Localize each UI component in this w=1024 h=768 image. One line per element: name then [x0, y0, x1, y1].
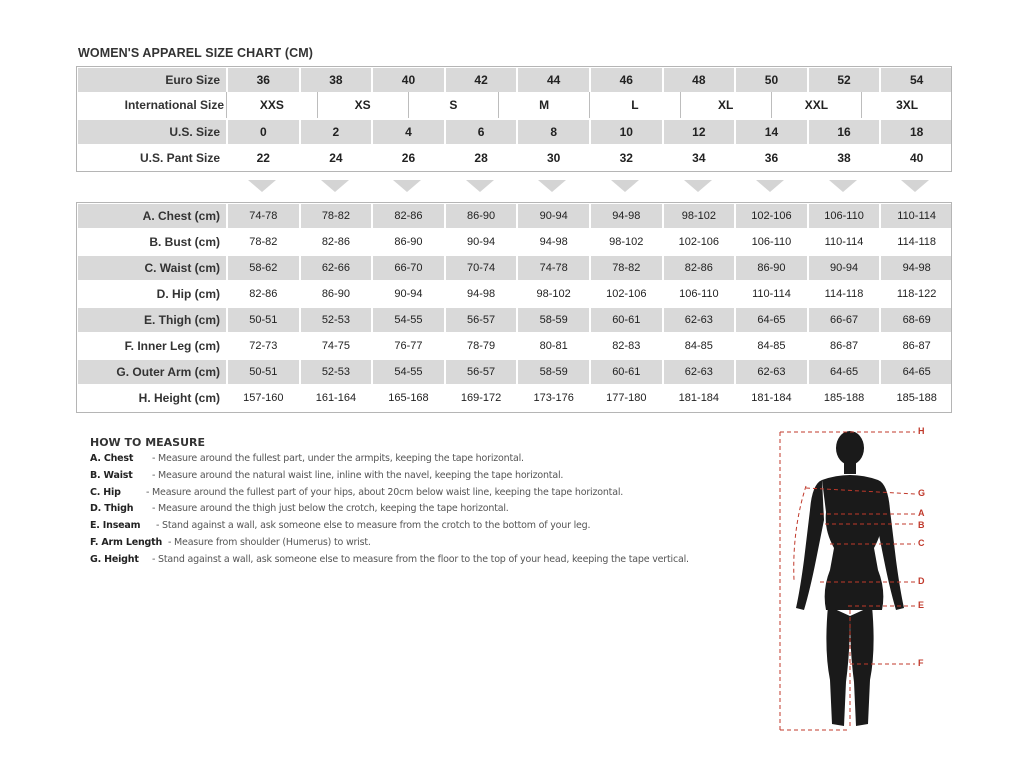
- table-cell: 106-110: [663, 281, 736, 307]
- table-row: [77, 203, 953, 229]
- table-cell: 90-94: [372, 281, 445, 307]
- table-cell: 40: [372, 67, 445, 93]
- table-row: [77, 359, 953, 385]
- how-to-term: E. Inseam: [90, 520, 141, 532]
- down-arrow-icon: [466, 180, 494, 192]
- table-cell: 177-180: [590, 385, 663, 411]
- table-cell: 28: [445, 145, 518, 171]
- table-cell: 80-81: [517, 333, 590, 359]
- how-to-description: - Measure around the thigh just below the crotch, keeping the tape horizontal.: [152, 503, 509, 515]
- table-cell: 4: [372, 119, 445, 145]
- table-cell: 82-86: [227, 281, 300, 307]
- how-to-item: [90, 554, 770, 571]
- table-cell: 36: [227, 67, 300, 93]
- table-row: [77, 229, 953, 255]
- table-cell: 82-86: [300, 229, 373, 255]
- row-label: H. Height (cm): [77, 385, 227, 411]
- how-to-term: F. Arm Length: [90, 536, 163, 548]
- row-label: D. Hip (cm): [77, 281, 227, 307]
- table-cell: 64-65: [735, 307, 808, 333]
- table-cell: 36: [735, 145, 808, 171]
- how-to-term: B. Waist: [90, 469, 133, 481]
- table-cell: 86-87: [808, 333, 881, 359]
- table-row: [77, 145, 953, 171]
- table-cell: 173-176: [517, 385, 590, 411]
- down-arrow-icon: [684, 180, 712, 192]
- table-cell: 106-110: [808, 203, 881, 229]
- table-cell: 161-164: [300, 385, 373, 411]
- row-label: E. Thigh (cm): [77, 307, 227, 333]
- table-cell: 86-90: [735, 255, 808, 281]
- down-arrow-icon: [829, 180, 857, 192]
- table-cell: 78-79: [445, 333, 518, 359]
- table-cell: 16: [808, 119, 881, 145]
- table-cell: 94-98: [517, 229, 590, 255]
- table-cell: 110-114: [880, 203, 953, 229]
- table-cell: 169-172: [445, 385, 518, 411]
- row-label: U.S. Size: [77, 119, 227, 145]
- how-to-item: [90, 503, 770, 520]
- table-cell: 114-118: [880, 229, 953, 255]
- international-size-cell: XXL: [771, 92, 862, 118]
- table-cell: 118-122: [880, 281, 953, 307]
- table-cell: 0: [227, 119, 300, 145]
- table-cell: 86-90: [300, 281, 373, 307]
- label-c: C: [918, 538, 925, 548]
- table-cell: 94-98: [445, 281, 518, 307]
- how-to-term: A. Chest: [90, 453, 134, 464]
- chart-title: WOMEN'S APPAREL SIZE CHART (CM): [78, 46, 314, 60]
- table-cell: 74-78: [227, 203, 300, 229]
- table-cell: 32: [590, 145, 663, 171]
- table-cell: 12: [663, 119, 736, 145]
- table-cell: 76-77: [372, 333, 445, 359]
- table-cell: 58-59: [517, 359, 590, 385]
- down-arrow-icon: [901, 180, 929, 192]
- table-cell: 114-118: [808, 281, 881, 307]
- how-to-item: [90, 520, 770, 537]
- table-row: [77, 385, 953, 411]
- table-cell: 66-70: [372, 255, 445, 281]
- table-cell: 102-106: [735, 203, 808, 229]
- table-row: [77, 281, 953, 307]
- international-size-cell: M: [498, 92, 589, 118]
- table-cell: 110-114: [735, 281, 808, 307]
- table-cell: 82-86: [663, 255, 736, 281]
- table-cell: 60-61: [590, 307, 663, 333]
- label-b: B: [918, 520, 925, 530]
- table-cell: 38: [808, 145, 881, 171]
- how-to-description: - Stand against a wall, ask someone else to measure from the crotch to the bottom of your leg.: [156, 520, 591, 532]
- table-cell: 58-62: [227, 255, 300, 281]
- silhouette-graphic: [770, 420, 970, 740]
- table-row: [77, 119, 953, 145]
- table-cell: 42: [445, 67, 518, 93]
- table-cell: 50-51: [227, 359, 300, 385]
- how-to-item: [90, 470, 770, 487]
- how-to-description: - Measure around the natural waist line, inline with the navel, keeping the tape horizontal.: [152, 469, 564, 481]
- table-cell: 98-102: [590, 229, 663, 255]
- table-cell: 102-106: [590, 281, 663, 307]
- table-cell: 56-57: [445, 307, 518, 333]
- table-cell: 78-82: [590, 255, 663, 281]
- table-row: [77, 67, 953, 93]
- table-cell: 72-73: [227, 333, 300, 359]
- table-cell: 58-59: [517, 307, 590, 333]
- table-cell: 102-106: [663, 229, 736, 255]
- international-size-cell: 3XL: [861, 92, 952, 118]
- table-cell: 30: [517, 145, 590, 171]
- table-cell: 64-65: [808, 359, 881, 385]
- table-cell: 46: [590, 67, 663, 93]
- table-cell: 86-87: [880, 333, 953, 359]
- international-size-cell: S: [408, 92, 499, 118]
- label-e: E: [918, 600, 925, 610]
- table-cell: 44: [517, 67, 590, 93]
- table-cell: 2: [300, 119, 373, 145]
- how-to-title: HOW TO MEASURE: [90, 436, 206, 449]
- table-cell: 48: [663, 67, 736, 93]
- table-cell: 165-168: [372, 385, 445, 411]
- how-to-item: [90, 453, 770, 470]
- table-cell: 54: [880, 67, 953, 93]
- table-cell: 62-63: [735, 359, 808, 385]
- international-size-cell: XXS: [226, 92, 317, 118]
- table-cell: 98-102: [663, 203, 736, 229]
- table-cell: 157-160: [227, 385, 300, 411]
- how-to-description: - Measure around the fullest part, under the armpits, keeping the tape horizontal.: [152, 453, 524, 464]
- label-d: D: [918, 576, 925, 586]
- how-to-description: - Measure around the fullest part of your hips, about 20cm below waist line, keeping the tape horizontal.: [146, 486, 624, 498]
- table-row: [77, 255, 953, 281]
- table-cell: 68-69: [880, 307, 953, 333]
- table-cell: 106-110: [735, 229, 808, 255]
- table-row: [77, 307, 953, 333]
- table-cell: 98-102: [517, 281, 590, 307]
- table-cell: 34: [663, 145, 736, 171]
- down-arrow-icon: [393, 180, 421, 192]
- table-cell: 40: [880, 145, 953, 171]
- label-g: G: [918, 488, 926, 498]
- table-cell: 14: [735, 119, 808, 145]
- table-cell: 78-82: [227, 229, 300, 255]
- row-label: B. Bust (cm): [77, 229, 227, 255]
- table-cell: 50: [735, 67, 808, 93]
- table-cell: 181-184: [663, 385, 736, 411]
- size-conversion-table: [76, 66, 954, 172]
- label-a: A: [918, 508, 925, 518]
- how-to-term: C. Hip: [90, 486, 121, 498]
- table-cell: 50-51: [227, 307, 300, 333]
- how-to-item: [90, 537, 770, 554]
- table-cell: 10: [590, 119, 663, 145]
- table-cell: 185-188: [808, 385, 881, 411]
- table-cell: 22: [227, 145, 300, 171]
- how-to-term: D. Thigh: [90, 503, 134, 515]
- table-cell: 62-63: [663, 307, 736, 333]
- table-cell: 84-85: [735, 333, 808, 359]
- table-cell: 185-188: [880, 385, 953, 411]
- table-cell: 18: [880, 119, 953, 145]
- table-cell: 52-53: [300, 307, 373, 333]
- table-cell: 90-94: [808, 255, 881, 281]
- international-size-row: [76, 92, 952, 118]
- table-cell: 70-74: [445, 255, 518, 281]
- table-cell: 94-98: [880, 255, 953, 281]
- international-size-cell: XS: [317, 92, 408, 118]
- row-label: F. Inner Leg (cm): [77, 333, 227, 359]
- table-cell: 82-86: [372, 203, 445, 229]
- down-arrow-icon: [611, 180, 639, 192]
- table-cell: 78-82: [300, 203, 373, 229]
- international-size-label: International Size: [124, 98, 224, 112]
- table-cell: 86-90: [372, 229, 445, 255]
- how-to-description: - Stand against a wall, ask someone else to measure from the floor to the top of your head, keeping the tape vertical.: [152, 553, 689, 565]
- body-measurement-figure: [770, 420, 970, 740]
- down-arrow-icon: [321, 180, 349, 192]
- table-cell: 56-57: [445, 359, 518, 385]
- table-cell: 52: [808, 67, 881, 93]
- table-cell: 74-78: [517, 255, 590, 281]
- table-cell: 62-63: [663, 359, 736, 385]
- label-f: F: [918, 658, 924, 668]
- international-size-cell: L: [589, 92, 680, 118]
- table-row: [77, 333, 953, 359]
- table-cell: 54-55: [372, 359, 445, 385]
- table-cell: 62-66: [300, 255, 373, 281]
- row-label: U.S. Pant Size: [77, 145, 227, 171]
- table-cell: 64-65: [880, 359, 953, 385]
- measurement-table: [76, 202, 954, 412]
- table-cell: 6: [445, 119, 518, 145]
- table-cell: 94-98: [590, 203, 663, 229]
- row-label: G. Outer Arm (cm): [77, 359, 227, 385]
- table-cell: 90-94: [445, 229, 518, 255]
- table-cell: 181-184: [735, 385, 808, 411]
- table-cell: 8: [517, 119, 590, 145]
- how-to-term: G. Height: [90, 553, 139, 565]
- how-to-item: [90, 487, 770, 504]
- row-label: A. Chest (cm): [77, 203, 227, 229]
- down-arrow-icon: [538, 180, 566, 192]
- table-cell: 110-114: [808, 229, 881, 255]
- how-to-description: - Measure from shoulder (Humerus) to wrist.: [168, 536, 371, 548]
- table-cell: 24: [300, 145, 373, 171]
- table-cell: 54-55: [372, 307, 445, 333]
- table-cell: 66-67: [808, 307, 881, 333]
- table-cell: 86-90: [445, 203, 518, 229]
- down-arrow-icon: [756, 180, 784, 192]
- table-cell: 26: [372, 145, 445, 171]
- international-size-cell: XL: [680, 92, 771, 118]
- arrow-row: [226, 180, 952, 198]
- table-cell: 82-83: [590, 333, 663, 359]
- table-cell: 74-75: [300, 333, 373, 359]
- down-arrow-icon: [248, 180, 276, 192]
- how-to-measure: [90, 436, 770, 571]
- row-label: Euro Size: [77, 67, 227, 93]
- table-cell: 38: [300, 67, 373, 93]
- table-cell: 90-94: [517, 203, 590, 229]
- table-cell: 84-85: [663, 333, 736, 359]
- table-cell: 60-61: [590, 359, 663, 385]
- table-cell: 52-53: [300, 359, 373, 385]
- row-label: C. Waist (cm): [77, 255, 227, 281]
- label-h: H: [918, 426, 925, 436]
